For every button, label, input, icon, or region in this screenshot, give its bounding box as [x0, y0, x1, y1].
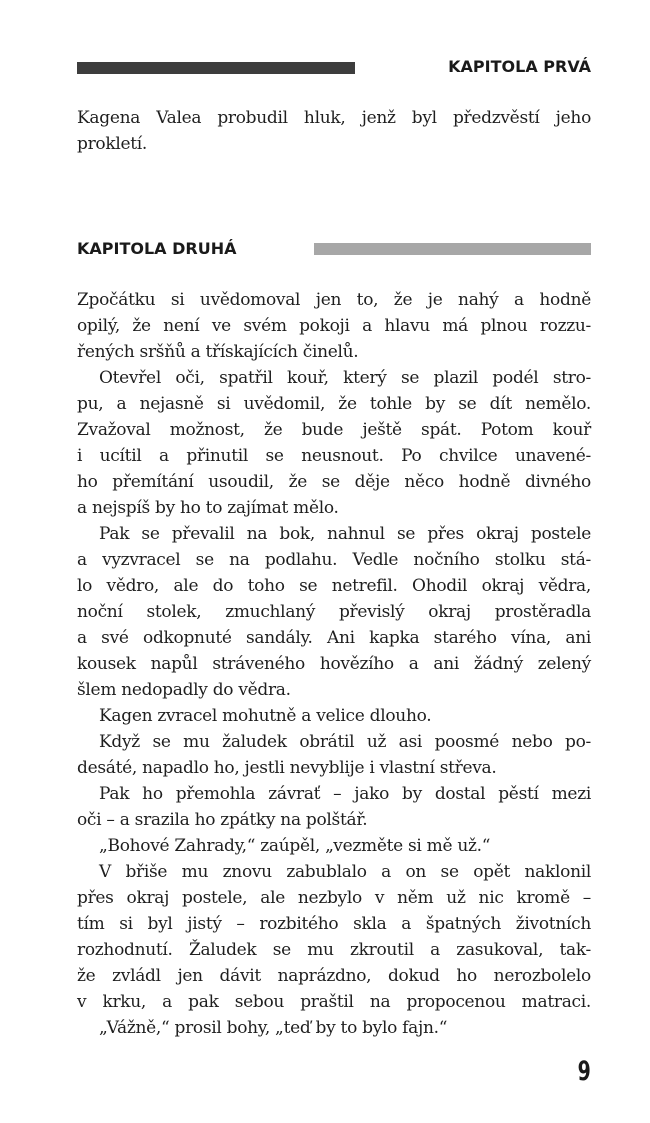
text-line: noční stolek, zmuchlaný převislý okraj prostěradla	[77, 602, 591, 622]
chapter1-decorative-bar	[77, 62, 355, 74]
text-line: a své odkopnuté sandály. Ani kapka starého vína, ani	[77, 628, 591, 648]
text-line: Zvažoval možnost, že bude ještě spát. Potom kouř	[77, 420, 591, 440]
chapter1-heading: KAPITOLA PRVÁ	[448, 57, 591, 76]
chapter2-heading: KAPITOLA DRUHÁ	[77, 239, 237, 258]
text-line: V břiše mu znovu zabublalo a on se opět naklonil	[99, 862, 591, 882]
text-line: Otevřel oči, spatřil kouř, který se plazil podél stro-	[99, 368, 591, 388]
text-line: šlem nedopadly do vědra.	[77, 680, 291, 700]
text-line: „Bohové Zahrady,“ zaúpěl, „vezměte si mě už.“	[99, 836, 491, 856]
text-line: prokletí.	[77, 134, 148, 154]
page-number: 9	[577, 1056, 591, 1087]
text-line: rozhodnutí. Žaludek se mu zkroutil a zasukoval, tak-	[77, 940, 591, 960]
text-line: oči – a srazila ho zpátky na polštář.	[77, 810, 368, 830]
text-line: Kagen zvracel mohutně a velice dlouho.	[99, 706, 432, 726]
text-line: Kagena Valea probudil hluk, jenž byl předzvěstí jeho	[77, 108, 591, 128]
text-line: kousek napůl stráveného hovězího a ani žádný zelený	[77, 654, 591, 674]
text-line: Když se mu žaludek obrátil už asi poosmé nebo po-	[99, 732, 591, 752]
text-line: Pak ho přemohla závrať – jako by dostal pěstí mezi	[99, 784, 591, 804]
text-line: opilý, že není ve svém pokoji a hlavu má plnou rozzu-	[77, 316, 591, 336]
text-line: i ucítil a přinutil se neusnout. Po chvilce unavené-	[77, 446, 591, 466]
text-line: desáté, napadlo ho, jestli nevyblije i vlastní střeva.	[77, 758, 497, 778]
chapter2-text	[77, 287, 591, 1041]
text-line: Zpočátku si uvědomoval jen to, že je nahý a hodně	[77, 290, 591, 310]
text-line: „Vážně,“ prosil bohy, „teď by to bylo fajn.“	[99, 1018, 448, 1038]
text-line: ho přemítání usoudil, že se děje něco hodně divného	[77, 472, 591, 492]
text-line: a nejspíš by ho to zajímat mělo.	[77, 498, 339, 518]
text-line: a vyzvracel se na podlahu. Vedle nočního stolku stá-	[77, 550, 591, 570]
text-line: řených sršňů a třískajících činelů.	[77, 342, 359, 362]
text-line: přes okraj postele, ale nezbylo v něm už nic kromě –	[77, 888, 591, 908]
text-line: tím si byl jistý – rozbitého skla a špatných životních	[77, 914, 591, 934]
chapter2-decorative-bar	[314, 243, 591, 255]
chapter1-text	[77, 105, 591, 157]
text-line: že zvládl jen dávit naprázdno, dokud ho nerozbolelo	[77, 966, 591, 986]
text-line: Pak se převalil na bok, nahnul se přes okraj postele	[99, 524, 591, 544]
text-line: v krku, a pak sebou praštil na propocenou matraci.	[77, 992, 591, 1012]
text-line: pu, a nejasně si uvědomil, že tohle by se dít nemělo.	[77, 394, 591, 414]
text-line: lo vědro, ale do toho se netrefil. Ohodil okraj vědra,	[77, 576, 591, 596]
